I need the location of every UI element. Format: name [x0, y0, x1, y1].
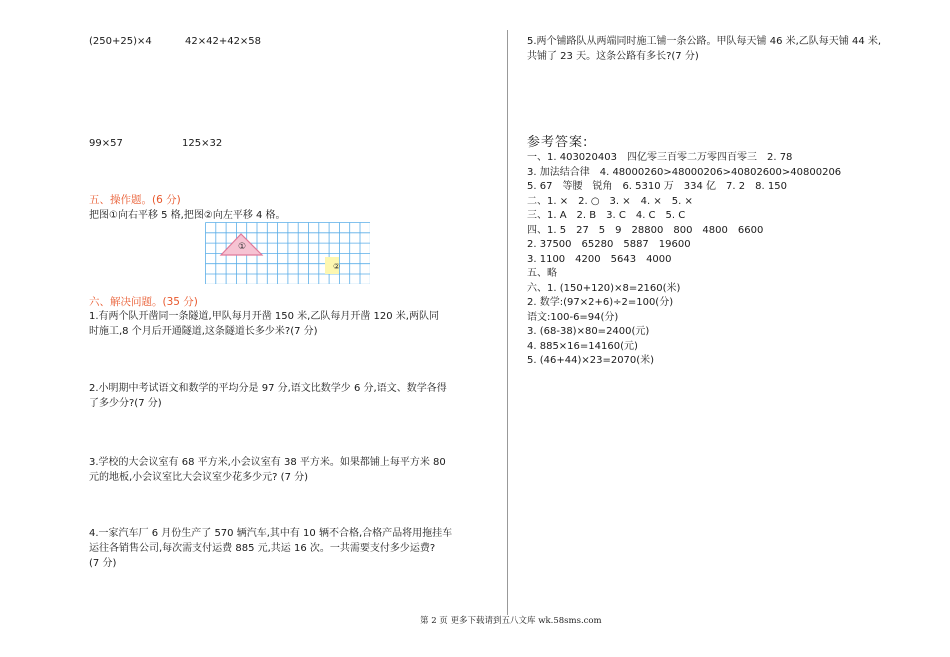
- answer-line: 语文:100-6=94(分): [527, 311, 619, 323]
- question-3-line-1: 3.学校的大会议室有 68 平方米,小会议室有 38 平方米。如果都铺上每平方米 80: [89, 457, 446, 468]
- answer-line: 3. 加法结合律 4. 48000260>48000206>40802600>40800206: [527, 166, 842, 178]
- column-divider: [507, 30, 508, 615]
- question-3-line-2: 元的地板,小会议室比大会议室少花多少元? (7 分): [89, 472, 309, 483]
- calc-expr-3: 99×57: [89, 138, 123, 149]
- answer-line: 四、1. 5 27 5 9 28800 800 4800 6600: [527, 224, 764, 236]
- section6-title: 六、解决问题。(35 分): [89, 296, 198, 308]
- question-5: [527, 34, 881, 64]
- question-2-line-2: 了多少分?(7 分): [89, 398, 162, 409]
- answers-list: [527, 150, 841, 368]
- answer-line: 3. 1100 4200 5643 4000: [527, 253, 672, 265]
- answer-line: 六、1. (150+120)×8=2160(米): [527, 282, 681, 294]
- question-5-line-2: 共铺了 23 天。这条公路有多长?(7 分): [527, 51, 699, 62]
- shape2-label: ②: [333, 262, 341, 271]
- question-4-line-1: 4.一家汽车厂 6 月份生产了 570 辆汽车,其中有 10 辆不合格,合格产品将用拖挂车: [89, 528, 453, 539]
- question-3: [89, 455, 446, 485]
- answer-line: 2. 37500 65280 5887 19600: [527, 239, 691, 250]
- answer-line: 3. (68-38)×80=2400(元): [527, 326, 650, 337]
- section5-title: 五、操作题。(6 分): [89, 194, 181, 206]
- answer-line: 4. 885×16=14160(元): [527, 340, 638, 352]
- question-2: [89, 381, 447, 411]
- answer-line: 二、1. × 2. ○ 3. × 4. × 5. ×: [527, 195, 693, 207]
- answers-title: 参考答案:: [527, 135, 589, 150]
- answer-line: 三、1. A 2. B 3. C 4. C 5. C: [527, 210, 686, 221]
- section5-instruction: 把图①向右平移 5 格,把图②向左平移 4 格。: [89, 210, 286, 221]
- question-4-line-2: 运往各销售公司,每次需支付运费 885 元,共运 16 次。一共需要支付多少运费?: [89, 543, 436, 554]
- question-4: [89, 526, 452, 571]
- question-1-line-1: 1.有两个队开凿同一条隧道,甲队每月开凿 150 米,乙队每月开凿 120 米,两队同: [89, 311, 439, 322]
- translation-grid: [205, 222, 370, 289]
- grid-figure: [205, 222, 370, 284]
- question-4-line-3: (7 分): [89, 558, 117, 569]
- calc-expr-1: (250+25)×4: [89, 36, 152, 47]
- answer-line: 5. 67 等腰 锐角 6. 5310 万 334 亿 7. 2 8. 150: [527, 181, 787, 192]
- answer-line: 2. 数学:(97×2+6)÷2=100(分): [527, 297, 674, 308]
- answer-line: 一、1. 403020403 四亿零三百零二万零四百零三 2. 78: [527, 152, 793, 163]
- question-2-line-1: 2.小明期中考试语文和数学的平均分是 97 分,语文比数学少 6 分,语文、数学各得: [89, 383, 447, 394]
- answer-line: 5. (46+44)×23=2070(米): [527, 355, 655, 366]
- calc-expr-2: 42×42+42×58: [185, 36, 262, 47]
- question-1-line-2: 时施工,8 个月后开通隧道,这条隧道长多少米?(7 分): [89, 326, 318, 337]
- question-5-line-1: 5.两个铺路队从两端同时施工铺一条公路。甲队每天铺 46 米,乙队每天铺 44 米,: [527, 36, 882, 47]
- page-footer: 第 2 页 更多下载请到五八文库 wk.58sms.com: [420, 616, 602, 626]
- answer-line: 五、略: [527, 268, 557, 279]
- calc-expr-4: 125×32: [182, 138, 223, 149]
- shape1-label: ①: [238, 242, 247, 252]
- question-1: [89, 309, 439, 339]
